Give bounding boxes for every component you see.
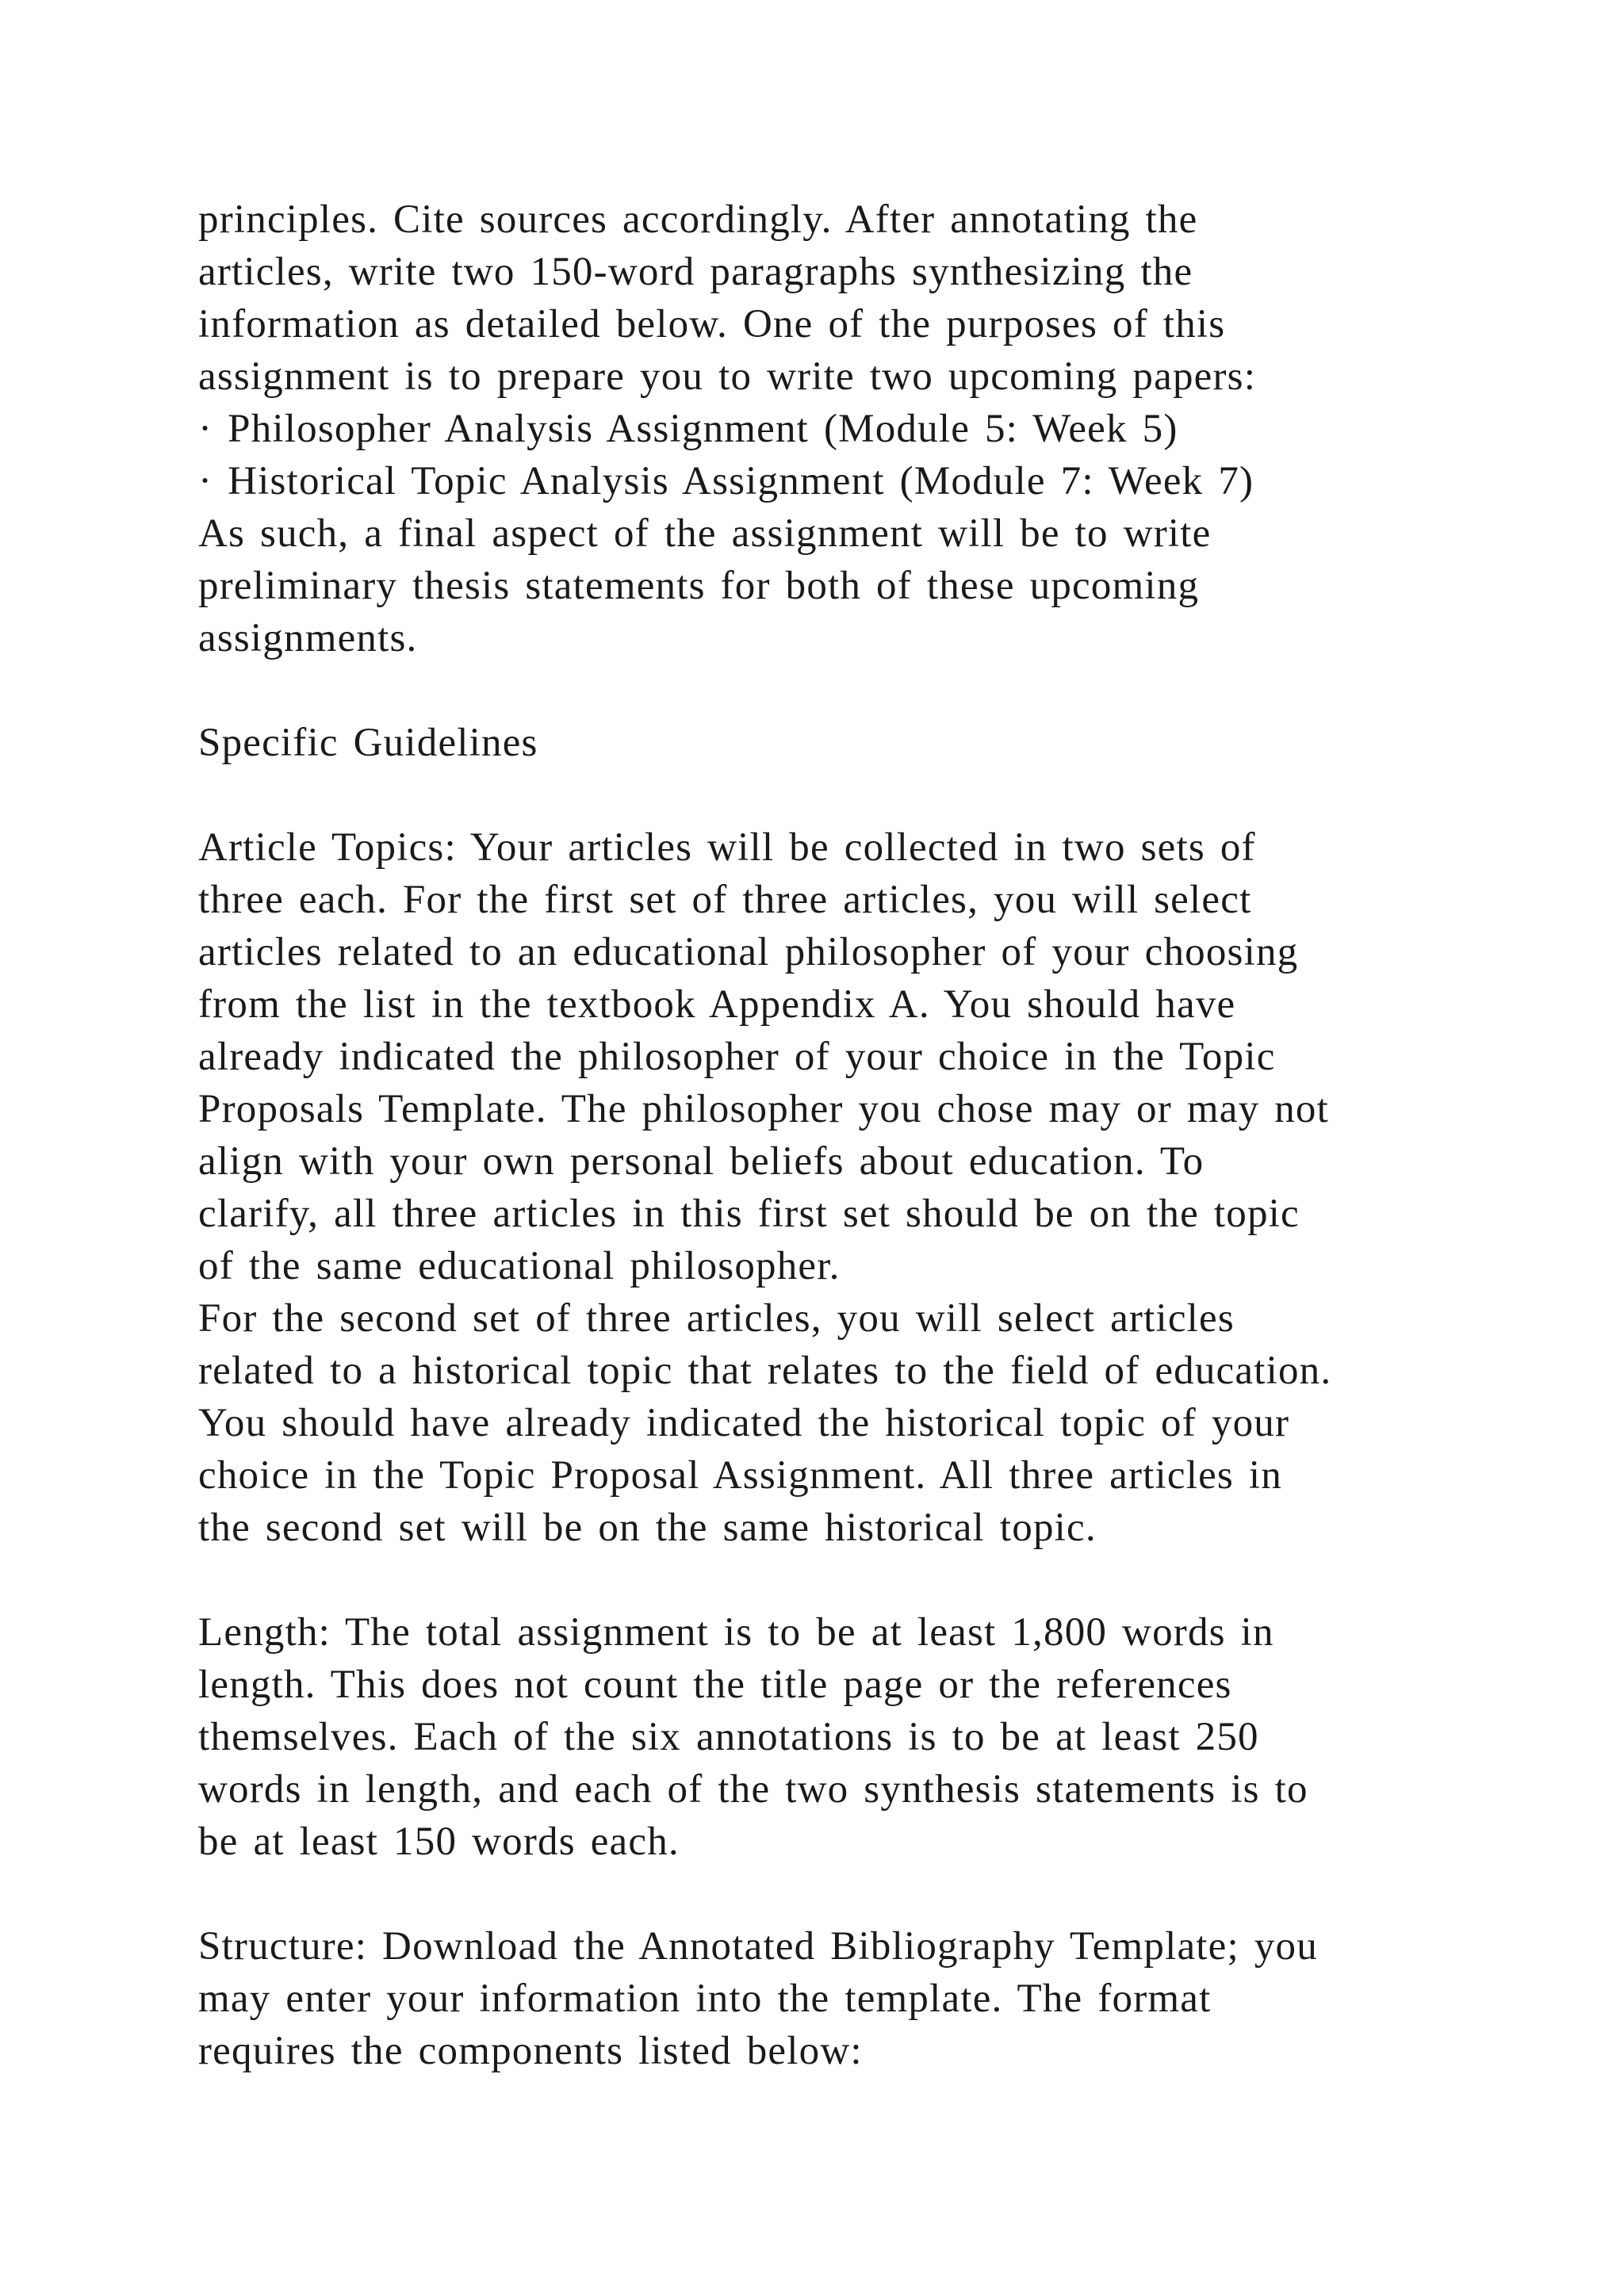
text-line: clarify, all three articles in this first set should be on the topic bbox=[198, 1192, 1300, 1236]
article-topics-paragraph bbox=[198, 821, 1507, 1554]
bullet-historical-topic-analysis: · Historical Topic Analysis Assignment (Module 7: Week 7) bbox=[198, 459, 1254, 503]
section-heading: Specific Guidelines bbox=[198, 721, 538, 765]
text-line: assignments. bbox=[198, 616, 418, 660]
text-line: assignment is to prepare you to write two upcoming papers: bbox=[198, 354, 1257, 399]
length-paragraph bbox=[198, 1606, 1507, 1868]
intro-paragraph bbox=[198, 193, 1507, 664]
paragraph-gap bbox=[198, 1554, 1507, 1606]
text-line: words in length, and each of the two synthesis statements is to bbox=[198, 1767, 1308, 1812]
text-line: related to a historical topic that relates to the field of education. bbox=[198, 1349, 1332, 1393]
text-line: three each. For the first set of three articles, you will select bbox=[198, 878, 1252, 922]
text-line: requires the components listed below: bbox=[198, 2029, 863, 2073]
text-line: themselves. Each of the six annotations is to be at least 250 bbox=[198, 1715, 1259, 1759]
text-line: the second set will be on the same historical topic. bbox=[198, 1506, 1097, 1550]
text-line: As such, a final aspect of the assignment will be to write bbox=[198, 511, 1212, 556]
bullet-philosopher-analysis: · Philosopher Analysis Assignment (Module 5: Week 5) bbox=[198, 407, 1178, 451]
text-line: may enter your information into the template. The format bbox=[198, 1976, 1212, 2021]
text-line: be at least 150 words each. bbox=[198, 1820, 680, 1864]
text-line: articles related to an educational philosopher of your choosing bbox=[198, 930, 1299, 974]
text-line: Structure: Download the Annotated Bibliography Template; you bbox=[198, 1924, 1318, 1969]
text-line: preliminary thesis statements for both of these upcoming bbox=[198, 564, 1200, 608]
text-line: from the list in the textbook Appendix A. You should have bbox=[198, 982, 1236, 1027]
text-line: Proposals Template. The philosopher you chose may or may not bbox=[198, 1087, 1329, 1131]
text-line: You should have already indicated the historical topic of your bbox=[198, 1401, 1290, 1445]
text-line: information as detailed below. One of the purposes of this bbox=[198, 302, 1226, 346]
document-body bbox=[198, 193, 1507, 2077]
structure-paragraph bbox=[198, 1920, 1507, 2077]
text-line: of the same educational philosopher. bbox=[198, 1244, 841, 1288]
text-line: principles. Cite sources accordingly. After annotating the bbox=[198, 197, 1198, 242]
text-line: For the second set of three articles, you will select articles bbox=[198, 1296, 1235, 1341]
paragraph-gap bbox=[198, 1868, 1507, 1920]
text-line: choice in the Topic Proposal Assignment. All three articles in bbox=[198, 1453, 1282, 1498]
text-line: articles, write two 150-word paragraphs synthesizing the bbox=[198, 250, 1193, 294]
text-line: already indicated the philosopher of your choice in the Topic bbox=[198, 1035, 1276, 1079]
text-line: align with your own personal beliefs about education. To bbox=[198, 1139, 1205, 1184]
text-line: Length: The total assignment is to be at least 1,800 words in bbox=[198, 1610, 1274, 1655]
paragraph-gap bbox=[198, 769, 1507, 821]
text-line: Article Topics: Your articles will be collected in two sets of bbox=[198, 825, 1256, 870]
paragraph-gap bbox=[198, 664, 1507, 717]
text-line: length. This does not count the title page or the references bbox=[198, 1663, 1232, 1707]
